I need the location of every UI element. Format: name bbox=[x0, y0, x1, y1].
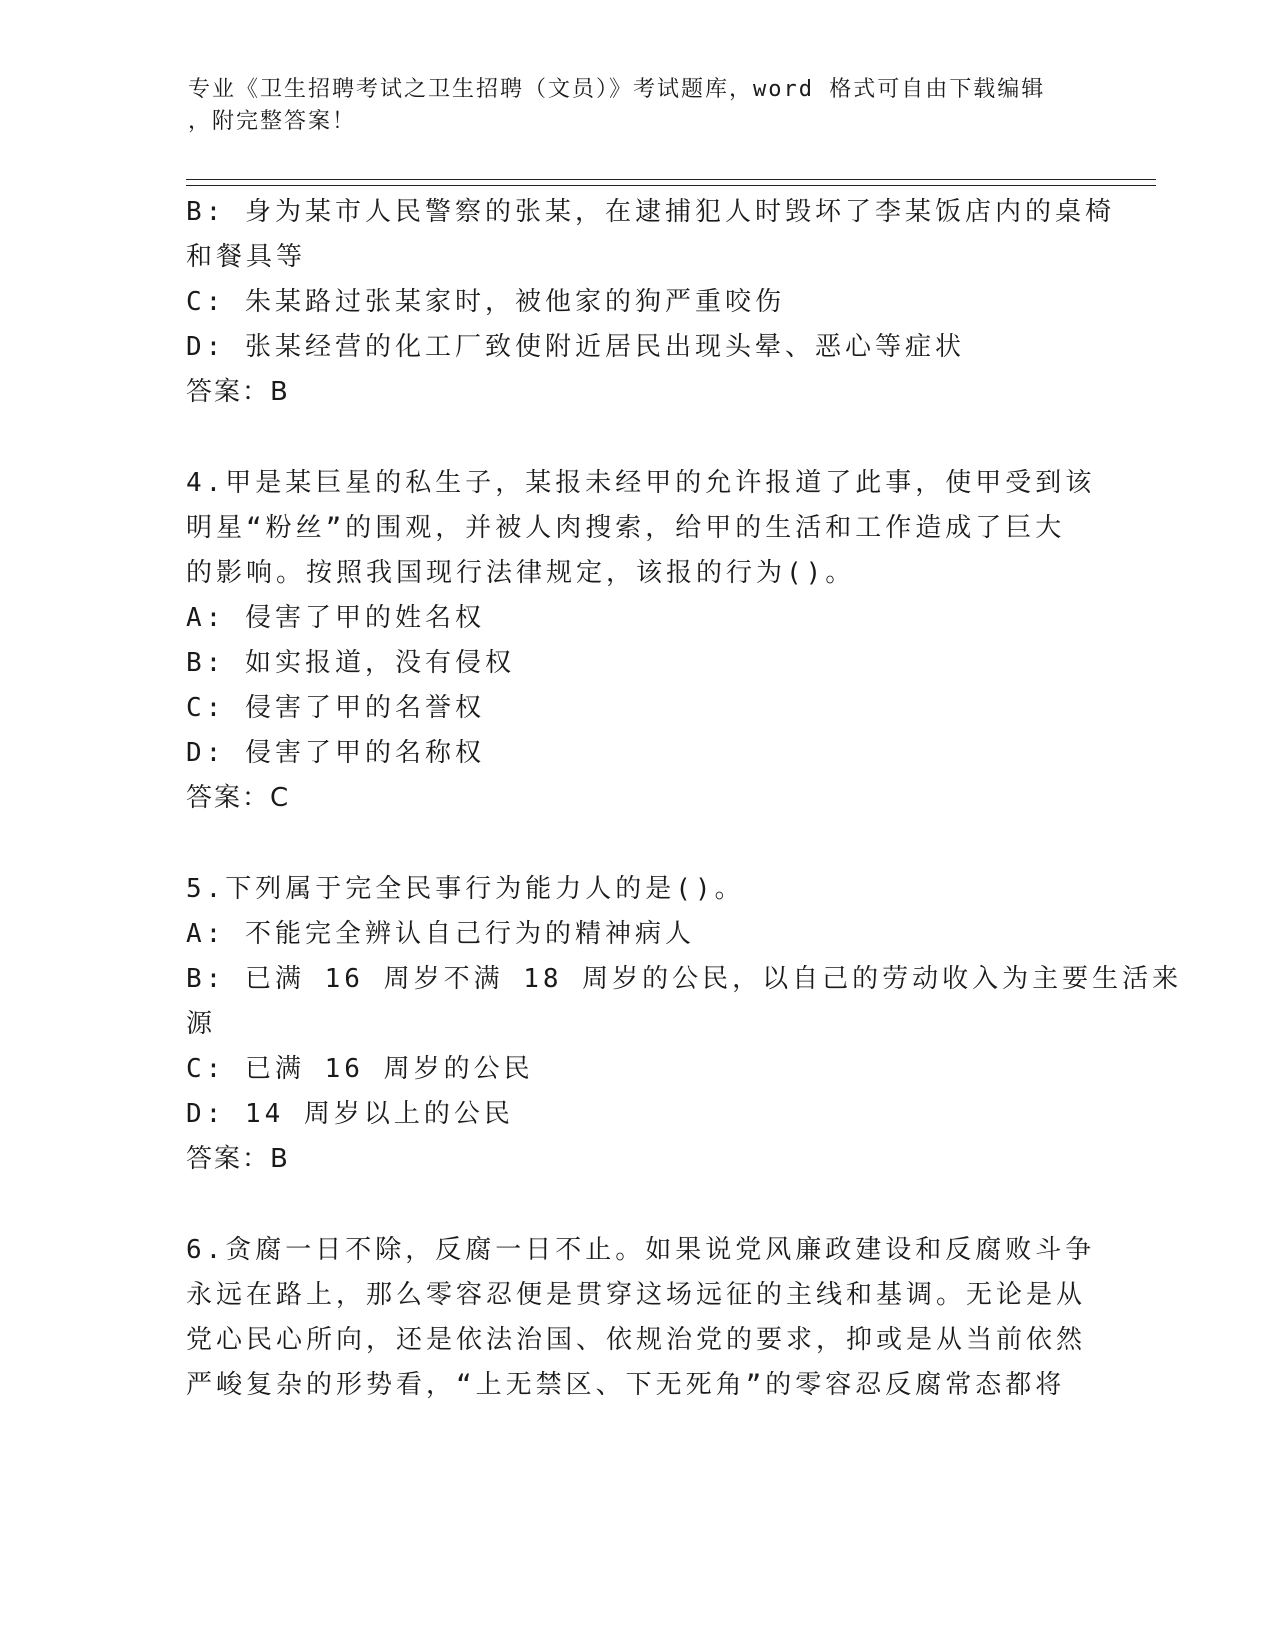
q6-stem-line-3: 党心民心所向，还是依法治国、依规治党的要求，抑或是从当前依然 bbox=[186, 1325, 1087, 1355]
q6-stem-line-1: 6.贪腐一日不除，反腐一日不止。如果说党风廉政建设和反腐败斗争 bbox=[186, 1235, 1096, 1265]
q3-option-b-line-1: B: 身为某市人民警察的张某，在逮捕犯人时毁坏了李某饭店内的桌椅 bbox=[186, 197, 1115, 227]
q5-option-d: D: 14 周岁以上的公民 bbox=[186, 1099, 514, 1129]
question-4 bbox=[186, 461, 1096, 821]
header-line-2: ，附完整答案！ bbox=[188, 109, 357, 134]
q5-option-b-line-1: B: 已满 16 周岁不满 18 周岁的公民，以自己的劳动收入为主要生活来 bbox=[186, 964, 1183, 994]
header-line-1: 专业《卫生招聘考试之卫生招聘（文员）》考试题库，word 格式可自由下载编辑 bbox=[188, 77, 1046, 102]
q4-stem-line-1: 4.甲是某巨星的私生子，某报未经甲的允许报道了此事，使甲受到该 bbox=[186, 468, 1096, 498]
q5-stem: 5.下列属于完全民事行为能力人的是()。 bbox=[186, 874, 745, 904]
q5-option-a: A: 不能完全辨认自己行为的精神病人 bbox=[186, 919, 695, 949]
q5-option-b-line-2: 源 bbox=[186, 1009, 217, 1039]
q4-option-b: B: 如实报道，没有侵权 bbox=[186, 648, 515, 678]
q4-answer: 答案：C bbox=[186, 783, 291, 813]
q4-stem-line-2: 明星“粉丝”的围观，并被人肉搜索，给甲的生活和工作造成了巨大 bbox=[186, 513, 1066, 543]
spacer bbox=[186, 821, 1086, 867]
q5-answer: 答案：B bbox=[186, 1144, 290, 1174]
document-header bbox=[188, 74, 1088, 138]
question-content bbox=[186, 190, 1183, 1408]
q4-option-a: A: 侵害了甲的姓名权 bbox=[186, 603, 485, 633]
spacer bbox=[186, 1182, 1086, 1228]
question-5 bbox=[186, 867, 1183, 1182]
q3-option-d: D: 张某经营的化工厂致使附近居民出现头晕、恶心等症状 bbox=[186, 332, 965, 362]
q4-stem-line-3: 的影响。按照我国现行法律规定，该报的行为()。 bbox=[186, 558, 856, 588]
q3-answer: 答案：B bbox=[186, 377, 290, 407]
question-3 bbox=[186, 190, 1115, 415]
spacer bbox=[186, 415, 1086, 461]
q4-option-c: C: 侵害了甲的名誉权 bbox=[186, 693, 485, 723]
question-6 bbox=[186, 1228, 1096, 1408]
q5-option-c: C: 已满 16 周岁的公民 bbox=[186, 1054, 534, 1084]
q6-stem-line-4: 严峻复杂的形势看，“上无禁区、下无死角”的零容忍反腐常态都将 bbox=[186, 1370, 1066, 1400]
q4-option-d: D: 侵害了甲的名称权 bbox=[186, 738, 485, 768]
q3-option-b-line-2: 和餐具等 bbox=[186, 242, 307, 272]
header-divider bbox=[186, 179, 1156, 186]
q3-option-c: C: 朱某路过张某家时，被他家的狗严重咬伤 bbox=[186, 287, 785, 317]
q6-stem-line-2: 永远在路上，那么零容忍便是贯穿这场远征的主线和基调。无论是从 bbox=[186, 1280, 1087, 1310]
